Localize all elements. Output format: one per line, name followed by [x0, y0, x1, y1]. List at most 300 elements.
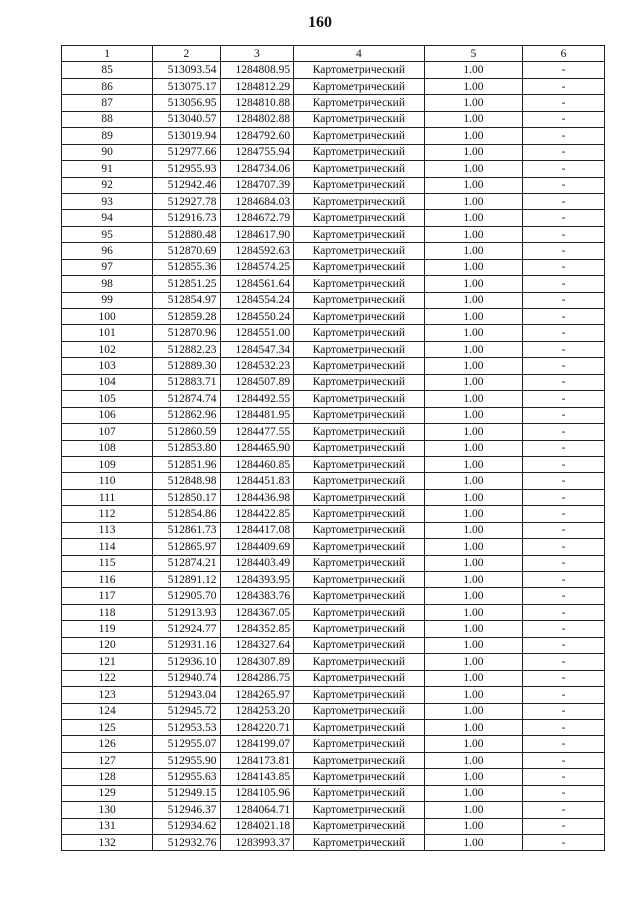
y-coordinate-cell: 1284451.83 — [220, 473, 294, 489]
point-number-cell: 90 — [62, 144, 153, 160]
table-row — [62, 588, 605, 604]
method-cell: Картометрический — [294, 62, 425, 78]
point-number-cell: 105 — [62, 391, 153, 407]
description-cell: - — [523, 802, 605, 818]
y-coordinate-cell: 1284551.00 — [220, 325, 294, 341]
point-number-cell: 119 — [62, 621, 153, 637]
table-row — [62, 522, 605, 538]
accuracy-cell: 1.00 — [424, 374, 522, 390]
table-row — [62, 144, 605, 160]
description-cell: - — [523, 489, 605, 505]
description-cell: - — [523, 111, 605, 127]
x-coordinate-cell: 513019.94 — [153, 128, 220, 144]
accuracy-cell: 1.00 — [424, 243, 522, 259]
table-row — [62, 621, 605, 637]
x-coordinate-cell: 512860.59 — [153, 424, 220, 440]
method-cell: Картометрический — [294, 391, 425, 407]
method-cell: Картометрический — [294, 604, 425, 620]
accuracy-cell: 1.00 — [424, 769, 522, 785]
accuracy-cell: 1.00 — [424, 752, 522, 768]
description-cell: - — [523, 62, 605, 78]
accuracy-cell: 1.00 — [424, 670, 522, 686]
accuracy-cell: 1.00 — [424, 128, 522, 144]
point-number-cell: 108 — [62, 440, 153, 456]
accuracy-cell: 1.00 — [424, 473, 522, 489]
method-cell: Картометрический — [294, 654, 425, 670]
accuracy-cell: 1.00 — [424, 193, 522, 209]
point-number-cell: 129 — [62, 785, 153, 801]
description-cell: - — [523, 456, 605, 472]
x-coordinate-cell: 512874.74 — [153, 391, 220, 407]
x-coordinate-cell: 512891.12 — [153, 572, 220, 588]
point-number-cell: 89 — [62, 128, 153, 144]
description-cell: - — [523, 752, 605, 768]
accuracy-cell: 1.00 — [424, 555, 522, 571]
point-number-cell: 123 — [62, 687, 153, 703]
y-coordinate-cell: 1284409.69 — [220, 539, 294, 555]
y-coordinate-cell: 1284617.90 — [220, 226, 294, 242]
method-cell: Картометрический — [294, 752, 425, 768]
point-number-cell: 91 — [62, 161, 153, 177]
accuracy-cell: 1.00 — [424, 654, 522, 670]
y-coordinate-cell: 1284477.55 — [220, 424, 294, 440]
table-row — [62, 637, 605, 653]
table-row — [62, 161, 605, 177]
point-number-cell: 101 — [62, 325, 153, 341]
y-coordinate-cell: 1284707.39 — [220, 177, 294, 193]
method-cell: Картометрический — [294, 128, 425, 144]
y-coordinate-cell: 1284808.95 — [220, 62, 294, 78]
y-coordinate-cell: 1284492.55 — [220, 391, 294, 407]
page-number: 160 — [308, 14, 332, 31]
table-row — [62, 243, 605, 259]
method-cell: Картометрический — [294, 818, 425, 834]
method-cell: Картометрический — [294, 835, 425, 851]
accuracy-cell: 1.00 — [424, 818, 522, 834]
method-cell: Картометрический — [294, 325, 425, 341]
method-cell: Картометрический — [294, 111, 425, 127]
y-coordinate-cell: 1284481.95 — [220, 407, 294, 423]
accuracy-cell: 1.00 — [424, 62, 522, 78]
description-cell: - — [523, 522, 605, 538]
point-number-cell: 106 — [62, 407, 153, 423]
table-row — [62, 539, 605, 555]
table-body — [62, 62, 605, 851]
y-coordinate-cell: 1284734.06 — [220, 161, 294, 177]
description-cell: - — [523, 736, 605, 752]
point-number-cell: 102 — [62, 341, 153, 357]
description-cell: - — [523, 473, 605, 489]
description-cell: - — [523, 572, 605, 588]
x-coordinate-cell: 512870.96 — [153, 325, 220, 341]
description-cell: - — [523, 128, 605, 144]
x-coordinate-cell: 512862.96 — [153, 407, 220, 423]
accuracy-cell: 1.00 — [424, 621, 522, 637]
point-number-cell: 97 — [62, 259, 153, 275]
x-coordinate-cell: 513056.95 — [153, 95, 220, 111]
description-cell: - — [523, 276, 605, 292]
table-row — [62, 111, 605, 127]
x-coordinate-cell: 512883.71 — [153, 374, 220, 390]
table-row — [62, 424, 605, 440]
accuracy-cell: 1.00 — [424, 604, 522, 620]
accuracy-cell: 1.00 — [424, 489, 522, 505]
point-number-cell: 132 — [62, 835, 153, 851]
coordinates-table — [61, 45, 605, 851]
accuracy-cell: 1.00 — [424, 522, 522, 538]
method-cell: Картометрический — [294, 309, 425, 325]
description-cell: - — [523, 161, 605, 177]
accuracy-cell: 1.00 — [424, 835, 522, 851]
y-coordinate-cell: 1284561.64 — [220, 276, 294, 292]
method-cell: Картометрический — [294, 687, 425, 703]
point-number-cell: 112 — [62, 506, 153, 522]
point-number-cell: 118 — [62, 604, 153, 620]
y-coordinate-cell: 1284021.18 — [220, 818, 294, 834]
y-coordinate-cell: 1284460.85 — [220, 456, 294, 472]
accuracy-cell: 1.00 — [424, 358, 522, 374]
y-coordinate-cell: 1284393.95 — [220, 572, 294, 588]
y-coordinate-cell: 1284143.85 — [220, 769, 294, 785]
method-cell: Картометрический — [294, 489, 425, 505]
y-coordinate-cell: 1284465.90 — [220, 440, 294, 456]
method-cell: Картометрический — [294, 802, 425, 818]
x-coordinate-cell: 512934.62 — [153, 818, 220, 834]
method-cell: Картометрический — [294, 588, 425, 604]
accuracy-cell: 1.00 — [424, 226, 522, 242]
point-number-cell: 103 — [62, 358, 153, 374]
method-cell: Картометрический — [294, 210, 425, 226]
x-coordinate-cell: 512949.15 — [153, 785, 220, 801]
accuracy-cell: 1.00 — [424, 802, 522, 818]
table-row — [62, 489, 605, 505]
accuracy-cell: 1.00 — [424, 177, 522, 193]
description-cell: - — [523, 177, 605, 193]
y-coordinate-cell: 1284550.24 — [220, 309, 294, 325]
y-coordinate-cell: 1284547.34 — [220, 341, 294, 357]
y-coordinate-cell: 1284327.64 — [220, 637, 294, 653]
table-row — [62, 654, 605, 670]
method-cell: Картометрический — [294, 226, 425, 242]
point-number-cell: 100 — [62, 309, 153, 325]
point-number-cell: 116 — [62, 572, 153, 588]
table-row — [62, 719, 605, 735]
method-cell: Картометрический — [294, 522, 425, 538]
column-header-description: 6 — [523, 46, 605, 62]
table-row — [62, 292, 605, 308]
point-number-cell: 99 — [62, 292, 153, 308]
y-coordinate-cell: 1284574.25 — [220, 259, 294, 275]
table-row — [62, 473, 605, 489]
y-coordinate-cell: 1284672.79 — [220, 210, 294, 226]
accuracy-cell: 1.00 — [424, 440, 522, 456]
x-coordinate-cell: 512855.36 — [153, 259, 220, 275]
description-cell: - — [523, 604, 605, 620]
description-cell: - — [523, 358, 605, 374]
x-coordinate-cell: 512880.48 — [153, 226, 220, 242]
y-coordinate-cell: 1284812.29 — [220, 78, 294, 94]
description-cell: - — [523, 588, 605, 604]
method-cell: Картометрический — [294, 78, 425, 94]
x-coordinate-cell: 512940.74 — [153, 670, 220, 686]
y-coordinate-cell: 1284755.94 — [220, 144, 294, 160]
y-coordinate-cell: 1284220.71 — [220, 719, 294, 735]
accuracy-cell: 1.00 — [424, 506, 522, 522]
x-coordinate-cell: 512853.80 — [153, 440, 220, 456]
description-cell: - — [523, 506, 605, 522]
x-coordinate-cell: 512882.23 — [153, 341, 220, 357]
table-row — [62, 259, 605, 275]
point-number-cell: 115 — [62, 555, 153, 571]
method-cell: Картометрический — [294, 785, 425, 801]
y-coordinate-cell: 1284265.97 — [220, 687, 294, 703]
description-cell: - — [523, 309, 605, 325]
method-cell: Картометрический — [294, 177, 425, 193]
table-row — [62, 456, 605, 472]
table-row — [62, 374, 605, 390]
x-coordinate-cell: 512943.04 — [153, 687, 220, 703]
accuracy-cell: 1.00 — [424, 637, 522, 653]
description-cell: - — [523, 193, 605, 209]
accuracy-cell: 1.00 — [424, 210, 522, 226]
x-coordinate-cell: 512870.69 — [153, 243, 220, 259]
y-coordinate-cell: 1284253.20 — [220, 703, 294, 719]
x-coordinate-cell: 512905.70 — [153, 588, 220, 604]
point-number-cell: 131 — [62, 818, 153, 834]
accuracy-cell: 1.00 — [424, 309, 522, 325]
method-cell: Картометрический — [294, 276, 425, 292]
x-coordinate-cell: 512946.37 — [153, 802, 220, 818]
method-cell: Картометрический — [294, 193, 425, 209]
x-coordinate-cell: 512953.53 — [153, 719, 220, 735]
x-coordinate-cell: 512913.93 — [153, 604, 220, 620]
accuracy-cell: 1.00 — [424, 95, 522, 111]
description-cell: - — [523, 637, 605, 653]
table-row — [62, 226, 605, 242]
method-cell: Картометрический — [294, 292, 425, 308]
y-coordinate-cell: 1284792.60 — [220, 128, 294, 144]
method-cell: Картометрический — [294, 374, 425, 390]
y-coordinate-cell: 1284105.96 — [220, 785, 294, 801]
description-cell: - — [523, 243, 605, 259]
table-row — [62, 407, 605, 423]
description-cell: - — [523, 78, 605, 94]
y-coordinate-cell: 1283993.37 — [220, 835, 294, 851]
y-coordinate-cell: 1284422.85 — [220, 506, 294, 522]
table-row — [62, 572, 605, 588]
x-coordinate-cell: 512955.90 — [153, 752, 220, 768]
table-row — [62, 341, 605, 357]
x-coordinate-cell: 512924.77 — [153, 621, 220, 637]
method-cell: Картометрический — [294, 719, 425, 735]
point-number-cell: 107 — [62, 424, 153, 440]
description-cell: - — [523, 818, 605, 834]
y-coordinate-cell: 1284810.88 — [220, 95, 294, 111]
table-row — [62, 78, 605, 94]
description-cell: - — [523, 341, 605, 357]
description-cell: - — [523, 440, 605, 456]
table-row — [62, 835, 605, 851]
point-number-cell: 92 — [62, 177, 153, 193]
table-row — [62, 358, 605, 374]
description-cell: - — [523, 555, 605, 571]
point-number-cell: 95 — [62, 226, 153, 242]
description-cell: - — [523, 391, 605, 407]
description-cell: - — [523, 144, 605, 160]
x-coordinate-cell: 512889.30 — [153, 358, 220, 374]
x-coordinate-cell: 513040.57 — [153, 111, 220, 127]
description-cell: - — [523, 654, 605, 670]
table-row — [62, 210, 605, 226]
method-cell: Картометрический — [294, 243, 425, 259]
table-row — [62, 802, 605, 818]
y-coordinate-cell: 1284286.75 — [220, 670, 294, 686]
table-row — [62, 193, 605, 209]
x-coordinate-cell: 512854.86 — [153, 506, 220, 522]
description-cell: - — [523, 785, 605, 801]
table-row — [62, 391, 605, 407]
description-cell: - — [523, 259, 605, 275]
y-coordinate-cell: 1284436.98 — [220, 489, 294, 505]
method-cell: Картометрический — [294, 703, 425, 719]
method-cell: Картометрический — [294, 506, 425, 522]
point-number-cell: 85 — [62, 62, 153, 78]
accuracy-cell: 1.00 — [424, 325, 522, 341]
table-row — [62, 687, 605, 703]
x-coordinate-cell: 513075.17 — [153, 78, 220, 94]
table-row — [62, 670, 605, 686]
y-coordinate-cell: 1284417.08 — [220, 522, 294, 538]
y-coordinate-cell: 1284403.49 — [220, 555, 294, 571]
point-number-cell: 93 — [62, 193, 153, 209]
x-coordinate-cell: 512942.46 — [153, 177, 220, 193]
y-coordinate-cell: 1284199.07 — [220, 736, 294, 752]
x-coordinate-cell: 513093.54 — [153, 62, 220, 78]
description-cell: - — [523, 719, 605, 735]
description-cell: - — [523, 769, 605, 785]
description-cell: - — [523, 325, 605, 341]
accuracy-cell: 1.00 — [424, 391, 522, 407]
column-header-point-number: 1 — [62, 46, 153, 62]
description-cell: - — [523, 835, 605, 851]
table-row — [62, 440, 605, 456]
point-number-cell: 98 — [62, 276, 153, 292]
description-cell: - — [523, 292, 605, 308]
x-coordinate-cell: 512851.96 — [153, 456, 220, 472]
method-cell: Картометрический — [294, 161, 425, 177]
description-cell: - — [523, 226, 605, 242]
description-cell: - — [523, 95, 605, 111]
table-row — [62, 752, 605, 768]
method-cell: Картометрический — [294, 572, 425, 588]
method-cell: Картометрический — [294, 144, 425, 160]
y-coordinate-cell: 1284532.23 — [220, 358, 294, 374]
y-coordinate-cell: 1284367.05 — [220, 604, 294, 620]
table-row — [62, 736, 605, 752]
x-coordinate-cell: 512850.17 — [153, 489, 220, 505]
accuracy-cell: 1.00 — [424, 341, 522, 357]
accuracy-cell: 1.00 — [424, 719, 522, 735]
table-row — [62, 818, 605, 834]
point-number-cell: 87 — [62, 95, 153, 111]
y-coordinate-cell: 1284352.85 — [220, 621, 294, 637]
point-number-cell: 120 — [62, 637, 153, 653]
point-number-cell: 110 — [62, 473, 153, 489]
point-number-cell: 127 — [62, 752, 153, 768]
x-coordinate-cell: 512927.78 — [153, 193, 220, 209]
method-cell: Картометрический — [294, 358, 425, 374]
accuracy-cell: 1.00 — [424, 424, 522, 440]
x-coordinate-cell: 512848.98 — [153, 473, 220, 489]
point-number-cell: 117 — [62, 588, 153, 604]
method-cell: Картометрический — [294, 473, 425, 489]
x-coordinate-cell: 512916.73 — [153, 210, 220, 226]
table-row — [62, 769, 605, 785]
description-cell: - — [523, 539, 605, 555]
x-coordinate-cell: 512851.25 — [153, 276, 220, 292]
y-coordinate-cell: 1284383.76 — [220, 588, 294, 604]
table-row — [62, 785, 605, 801]
table-row — [62, 128, 605, 144]
accuracy-cell: 1.00 — [424, 111, 522, 127]
column-header-method: 4 — [294, 46, 425, 62]
column-header-y-coordinate: 3 — [220, 46, 294, 62]
method-cell: Картометрический — [294, 555, 425, 571]
description-cell: - — [523, 703, 605, 719]
point-number-cell: 125 — [62, 719, 153, 735]
x-coordinate-cell: 512945.72 — [153, 703, 220, 719]
point-number-cell: 94 — [62, 210, 153, 226]
method-cell: Картометрический — [294, 407, 425, 423]
point-number-cell: 114 — [62, 539, 153, 555]
table-row — [62, 555, 605, 571]
point-number-cell: 130 — [62, 802, 153, 818]
y-coordinate-cell: 1284507.89 — [220, 374, 294, 390]
method-cell: Картометрический — [294, 539, 425, 555]
point-number-cell: 104 — [62, 374, 153, 390]
accuracy-cell: 1.00 — [424, 259, 522, 275]
point-number-cell: 113 — [62, 522, 153, 538]
table-header-row — [62, 46, 605, 62]
accuracy-cell: 1.00 — [424, 572, 522, 588]
method-cell: Картометрический — [294, 341, 425, 357]
method-cell: Картометрический — [294, 424, 425, 440]
column-header-accuracy: 5 — [424, 46, 522, 62]
accuracy-cell: 1.00 — [424, 588, 522, 604]
accuracy-cell: 1.00 — [424, 78, 522, 94]
description-cell: - — [523, 424, 605, 440]
x-coordinate-cell: 512955.93 — [153, 161, 220, 177]
method-cell: Картометрический — [294, 440, 425, 456]
method-cell: Картометрический — [294, 637, 425, 653]
method-cell: Картометрический — [294, 259, 425, 275]
description-cell: - — [523, 687, 605, 703]
x-coordinate-cell: 512861.73 — [153, 522, 220, 538]
table-row — [62, 309, 605, 325]
table-row — [62, 703, 605, 719]
point-number-cell: 111 — [62, 489, 153, 505]
point-number-cell: 96 — [62, 243, 153, 259]
x-coordinate-cell: 512932.76 — [153, 835, 220, 851]
x-coordinate-cell: 512955.07 — [153, 736, 220, 752]
description-cell: - — [523, 210, 605, 226]
accuracy-cell: 1.00 — [424, 292, 522, 308]
y-coordinate-cell: 1284684.03 — [220, 193, 294, 209]
method-cell: Картометрический — [294, 95, 425, 111]
accuracy-cell: 1.00 — [424, 736, 522, 752]
table-row — [62, 177, 605, 193]
point-number-cell: 109 — [62, 456, 153, 472]
